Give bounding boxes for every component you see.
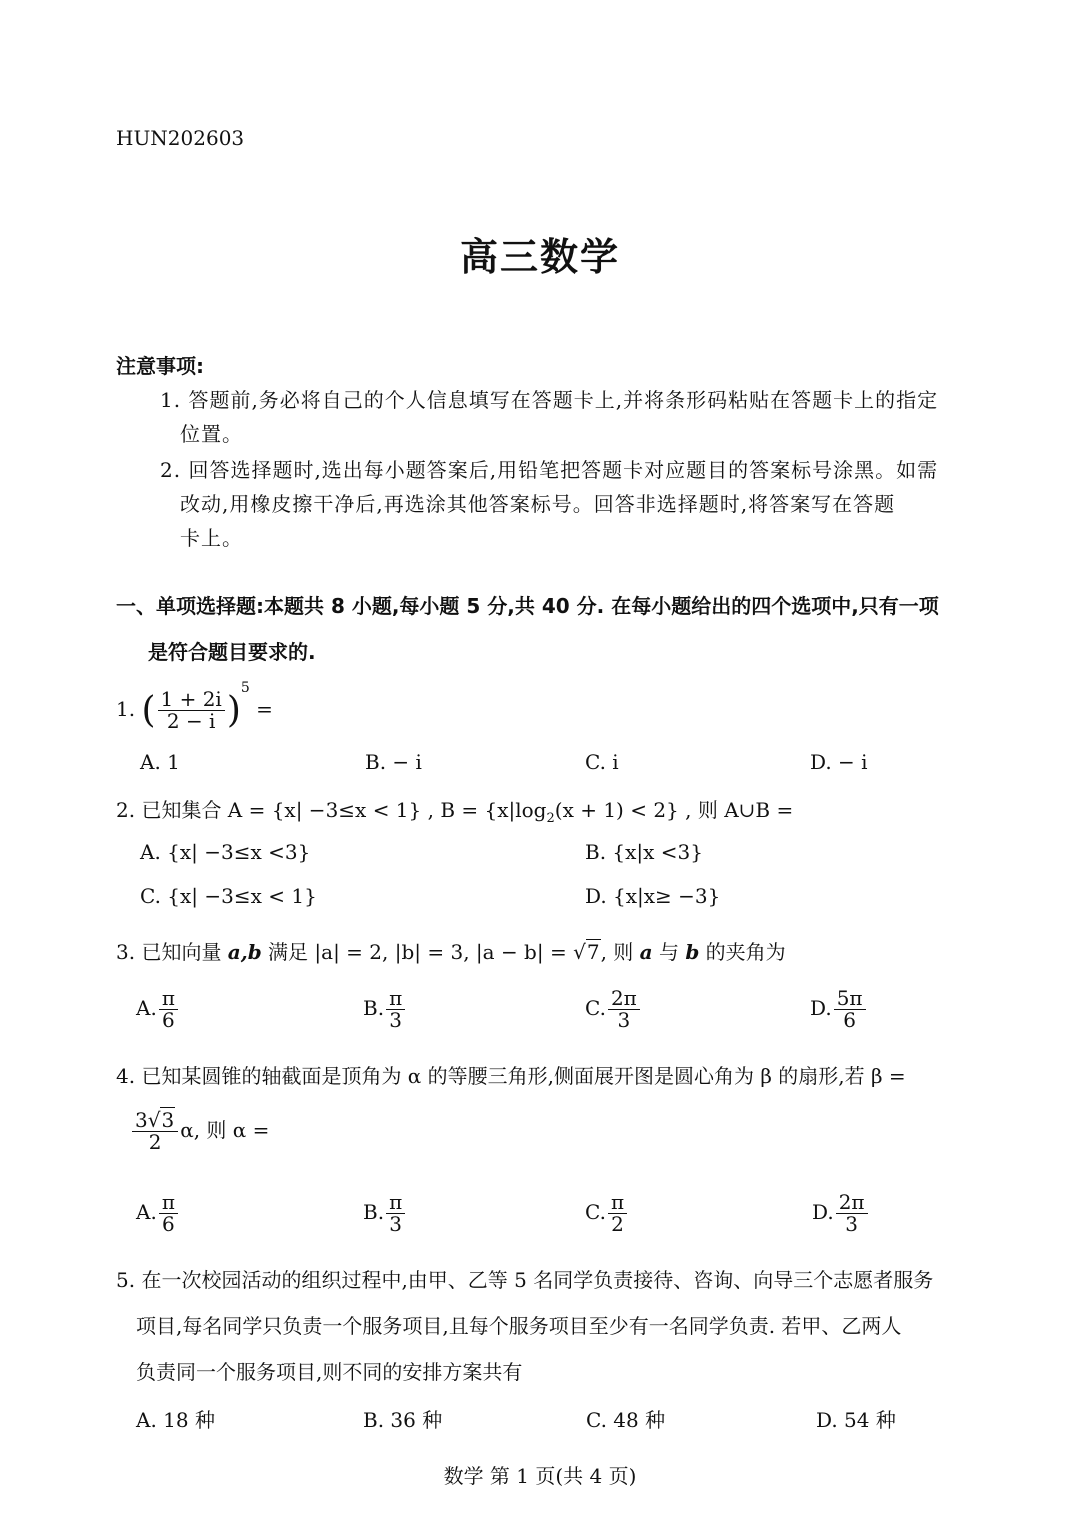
- q3-option-d-label: D.: [810, 996, 832, 1020]
- q3-option-a-label: A.: [136, 996, 157, 1020]
- q3-option-c: [585, 988, 642, 1031]
- q5-option-b: B. 36 种: [363, 1408, 443, 1432]
- question-4-line-2: [130, 1110, 269, 1153]
- q3-option-b-den: 3: [389, 1008, 402, 1032]
- q3-option-d: [810, 988, 868, 1031]
- question-3: [116, 936, 786, 965]
- q3-option-d-fraction: [834, 988, 866, 1031]
- q4-option-c-label: C.: [585, 1200, 606, 1224]
- question-2: [116, 794, 793, 826]
- q5-option-c: C. 48 种: [586, 1408, 666, 1432]
- question-3-stem-a: 3. 已知向量: [116, 940, 228, 964]
- question-3-stem-c: , 则: [600, 940, 640, 964]
- question-3-stem-b: 满足 |a| = 2, |b| = 3, |a − b| = √: [261, 940, 586, 964]
- question-4-line-2-tail: α, 则 α =: [180, 1118, 270, 1142]
- question-3-stem-d: 与: [652, 940, 686, 964]
- q3-option-c-fraction: [608, 988, 640, 1031]
- question-1-number: 1.: [116, 697, 136, 721]
- q4-option-b-fraction: [386, 1192, 405, 1235]
- q4-option-c: [585, 1192, 629, 1235]
- q1-option-b: B. − i: [365, 750, 422, 774]
- q3-option-a-fraction: [159, 988, 178, 1031]
- question-2-stem-tail: (x + 1) < 2} , 则 A∪B =: [554, 798, 794, 822]
- question-2-stem: 2. 已知集合 A = {x| −3≤x < 1} , B = {x|log: [116, 798, 547, 822]
- q2-option-b: B. {x|x <3}: [585, 840, 703, 864]
- vector-b: b: [685, 940, 700, 964]
- vector-a: a: [639, 940, 653, 964]
- q4-option-d-fraction: [836, 1192, 868, 1235]
- q4-option-d-label: D.: [812, 1200, 834, 1224]
- q4-option-b-den: 3: [389, 1212, 402, 1236]
- q4-option-a-label: A.: [136, 1200, 157, 1224]
- sqrt-radicand: 7: [586, 940, 600, 964]
- q4-option-b-num: π: [386, 1192, 405, 1214]
- q3-option-a-den: 6: [162, 1008, 175, 1032]
- section-heading-1: 一、单项选择题:本题共 8 小题,每小题 5 分,共 40 分. 在每小题给出的四个选项中,只有一项: [116, 594, 939, 618]
- q1-option-a: A. 1: [140, 750, 180, 774]
- question-1-numerator: 1 + 2i: [158, 689, 225, 711]
- notice-line-1: 1. 答题前,务必将自己的个人信息填写在答题卡上,并将条形码粘贴在答题卡上的指定: [160, 388, 939, 412]
- q3-option-c-num: 2π: [608, 988, 640, 1010]
- q4-option-b-label: B.: [363, 1200, 385, 1224]
- q4-option-d: [812, 1192, 870, 1235]
- question-5-line-3: 负责同一个服务项目,则不同的安排方案共有: [136, 1360, 523, 1384]
- question-4-numerator-coef: 3√: [135, 1108, 161, 1132]
- q5-option-d: D. 54 种: [816, 1408, 896, 1432]
- question-5-line-2: 项目,每名同学只负责一个服务项目,且每个服务项目至少有一名同学负责. 若甲、乙两人: [136, 1314, 902, 1338]
- q4-option-a-num: π: [159, 1192, 178, 1214]
- q4-option-c-den: 2: [611, 1212, 624, 1236]
- left-paren: (: [141, 690, 156, 731]
- question-1-denominator: 2 − i: [166, 709, 216, 733]
- right-paren: ): [226, 690, 241, 731]
- q4-option-c-fraction: [608, 1192, 627, 1235]
- question-4-radicand: 3: [161, 1108, 175, 1132]
- q1-option-c: C. i: [585, 750, 619, 774]
- q2-option-a: A. {x| −3≤x <3}: [140, 840, 311, 864]
- q4-option-d-den: 3: [845, 1212, 858, 1236]
- q3-option-b-label: B.: [363, 996, 385, 1020]
- q3-option-d-den: 6: [843, 1008, 856, 1032]
- notice-line-5: 卡上。: [180, 526, 243, 550]
- q4-option-d-num: 2π: [836, 1192, 868, 1214]
- question-4-fraction: [132, 1110, 178, 1153]
- log-base: 2: [546, 811, 555, 826]
- q3-option-b-num: π: [386, 988, 405, 1010]
- notice-line-2: 位置。: [180, 422, 243, 446]
- page-title: 高三数学: [459, 235, 620, 279]
- vector-a-b: a,b: [227, 940, 262, 964]
- question-1-fraction: [158, 689, 225, 732]
- q4-option-a-den: 6: [162, 1212, 175, 1236]
- q4-option-a: [136, 1192, 180, 1235]
- q3-option-c-label: C.: [585, 996, 606, 1020]
- q4-option-c-num: π: [608, 1192, 627, 1214]
- question-5-line-1: 5. 在一次校园活动的组织过程中,由甲、乙等 5 名同学负责接待、咨询、向导三个志愿者服务: [116, 1268, 934, 1292]
- question-1-power: 5: [240, 680, 250, 696]
- question-4-line-1: 4. 已知某圆锥的轴截面是顶角为 α 的等腰三角形,侧面展开图是圆心角为 β 的扇形,若 β =: [116, 1064, 906, 1088]
- notice-line-4: 改动,用橡皮擦干净后,再选涂其他答案标号。回答非选择题时,将答案写在答题: [180, 492, 896, 516]
- q4-option-a-fraction: [159, 1192, 178, 1235]
- q3-option-c-den: 3: [617, 1008, 631, 1032]
- q2-option-d: D. {x|x≥ −3}: [585, 884, 721, 908]
- question-1-equals: =: [249, 697, 273, 721]
- q3-option-d-num: 5π: [834, 988, 866, 1010]
- question-1: [116, 680, 273, 732]
- page-footer: 数学 第 1 页(共 4 页): [443, 1464, 637, 1488]
- exam-code: HUN202603: [116, 126, 245, 150]
- q5-option-a: A. 18 种: [136, 1408, 215, 1432]
- q3-option-b-fraction: [386, 988, 405, 1031]
- question-4-denominator: 2: [148, 1130, 162, 1154]
- q3-option-a: [136, 988, 180, 1031]
- q3-option-a-num: π: [159, 988, 178, 1010]
- q2-option-c: C. {x| −3≤x < 1}: [140, 884, 317, 908]
- notice-line-3: 2. 回答选择题时,选出每小题答案后,用铅笔把答题卡对应题目的答案标号涂黑。如需: [160, 458, 939, 482]
- q1-option-d: D. − i: [810, 750, 868, 774]
- q4-option-b: [363, 1192, 407, 1235]
- section-heading-2: 是符合题目要求的.: [148, 640, 316, 664]
- question-4-numerator: [132, 1110, 178, 1132]
- q3-option-b: [363, 988, 407, 1031]
- notice-heading: 注意事项:: [116, 354, 204, 378]
- question-3-stem-e: 的夹角为: [699, 940, 786, 964]
